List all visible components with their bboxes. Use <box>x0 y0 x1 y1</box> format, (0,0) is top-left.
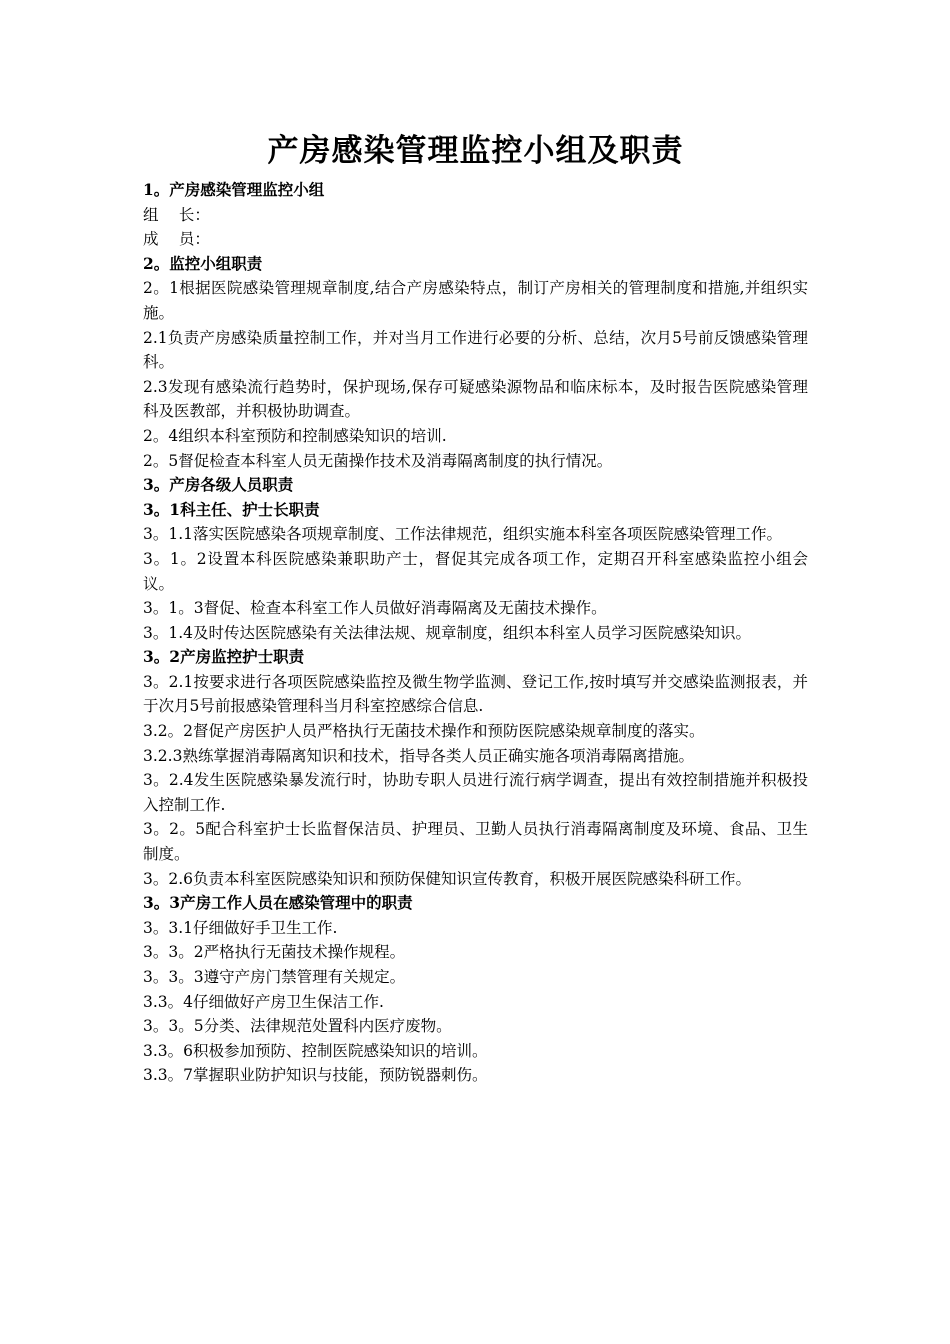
body-paragraph: 2.1负责产房感染质量控制工作，并对当月工作进行必要的分析、总结，次月5号前反馈感染管理科。 <box>143 328 808 372</box>
document-page <box>143 128 808 1088</box>
section-heading: 3。2产房监控护士职责 <box>143 647 305 667</box>
body-paragraph: 3。3。5分类、法律规范处置科内医疗废物。 <box>143 1017 452 1036</box>
body-paragraph: 成 员： <box>143 230 210 249</box>
section-heading: 3。3产房工作人员在感染管理中的职责 <box>143 893 413 913</box>
section-heading: 3。1科主任、护士长职责 <box>143 499 320 519</box>
body-paragraph: 3。1。2设置本科医院感染兼职助产士，督促其完成各项工作，定期召开科室感染监控小组会议。 <box>143 549 808 593</box>
body-paragraph: 3。1。3督促、检查本科室工作人员做好消毒隔离及无菌技术操作。 <box>143 599 607 618</box>
body-paragraph: 3。2.4发生医院感染暴发流行时，协助专职人员进行流行病学调查，提出有效控制措施并积极投入控制工作. <box>143 771 808 814</box>
body-paragraph: 3.3。7掌握职业防护知识与技能，预防锐器刺伤。 <box>143 1066 488 1085</box>
body-paragraph: 3.2。2督促产房医护人员严格执行无菌技术操作和预防医院感染规章制度的落实。 <box>143 722 705 741</box>
body-paragraph: 3。1.4及时传达医院感染有关法律法规、规章制度，组织本科室人员学习医院感染知识。 <box>143 623 752 642</box>
body-paragraph: 3。3.1仔细做好手卫生工作. <box>143 918 338 937</box>
section-heading: 2。监控小组职责 <box>143 253 263 273</box>
body-paragraph: 3。2.1按要求进行各项医院感染监控及微生物学监测、登记工作,按时填写并交感染监测报表，并于次月5号前报感染管理科当月科室控感综合信息. <box>143 672 808 716</box>
document-title: 产房感染管理监控小组及职责 <box>267 133 684 169</box>
body-paragraph: 2。5督促检查本科室人员无菌操作技术及消毒隔离制度的执行情况。 <box>143 451 613 470</box>
body-paragraph: 3。2。5配合科室护士长监督保洁员、护理员、卫勤人员执行消毒隔离制度及环境、食品、卫生制度。 <box>143 820 808 864</box>
body-paragraph: 2。1根据医院感染管理规章制度,结合产房感染特点，制订产房相关的管理制度和措施,并组织实施。 <box>143 279 808 322</box>
body-paragraph: 3.3。4仔细做好产房卫生保洁工作. <box>143 992 384 1011</box>
body-paragraph: 3。3。3遵守产房门禁管理有关规定。 <box>143 968 406 986</box>
body-paragraph: 3。2.6负责本科室医院感染知识和预防保健知识宣传教育，积极开展医院感染科研工作。 <box>143 869 752 888</box>
body-paragraph: 3。1.1落实医院感染各项规章制度、工作法律规范，组织实施本科室各项医院感染管理工作。 <box>143 525 783 544</box>
section-heading: 1。产房感染管理监控小组 <box>143 180 325 199</box>
body-paragraph: 3.2.3熟练掌握消毒隔离知识和技术，指导各类人员正确实施各项消毒隔离措施。 <box>143 746 694 765</box>
body-paragraph: 3.3。6积极参加预防、控制医院感染知识的培训。 <box>143 1041 488 1060</box>
body-paragraph: 3。3。2严格执行无菌技术操作规程。 <box>143 943 406 962</box>
body-paragraph: 组 长： <box>143 205 210 224</box>
section-heading: 3。产房各级人员职责 <box>143 475 294 495</box>
document-body <box>143 178 808 1088</box>
body-paragraph: 2。4组织本科室预防和控制感染知识的培训. <box>143 426 447 445</box>
body-paragraph: 2.3发现有感染流行趋势时，保护现场,保存可疑感染源物品和临床标本，及时报告医院感染管理科及医教部，并积极协助调查。 <box>143 377 808 421</box>
